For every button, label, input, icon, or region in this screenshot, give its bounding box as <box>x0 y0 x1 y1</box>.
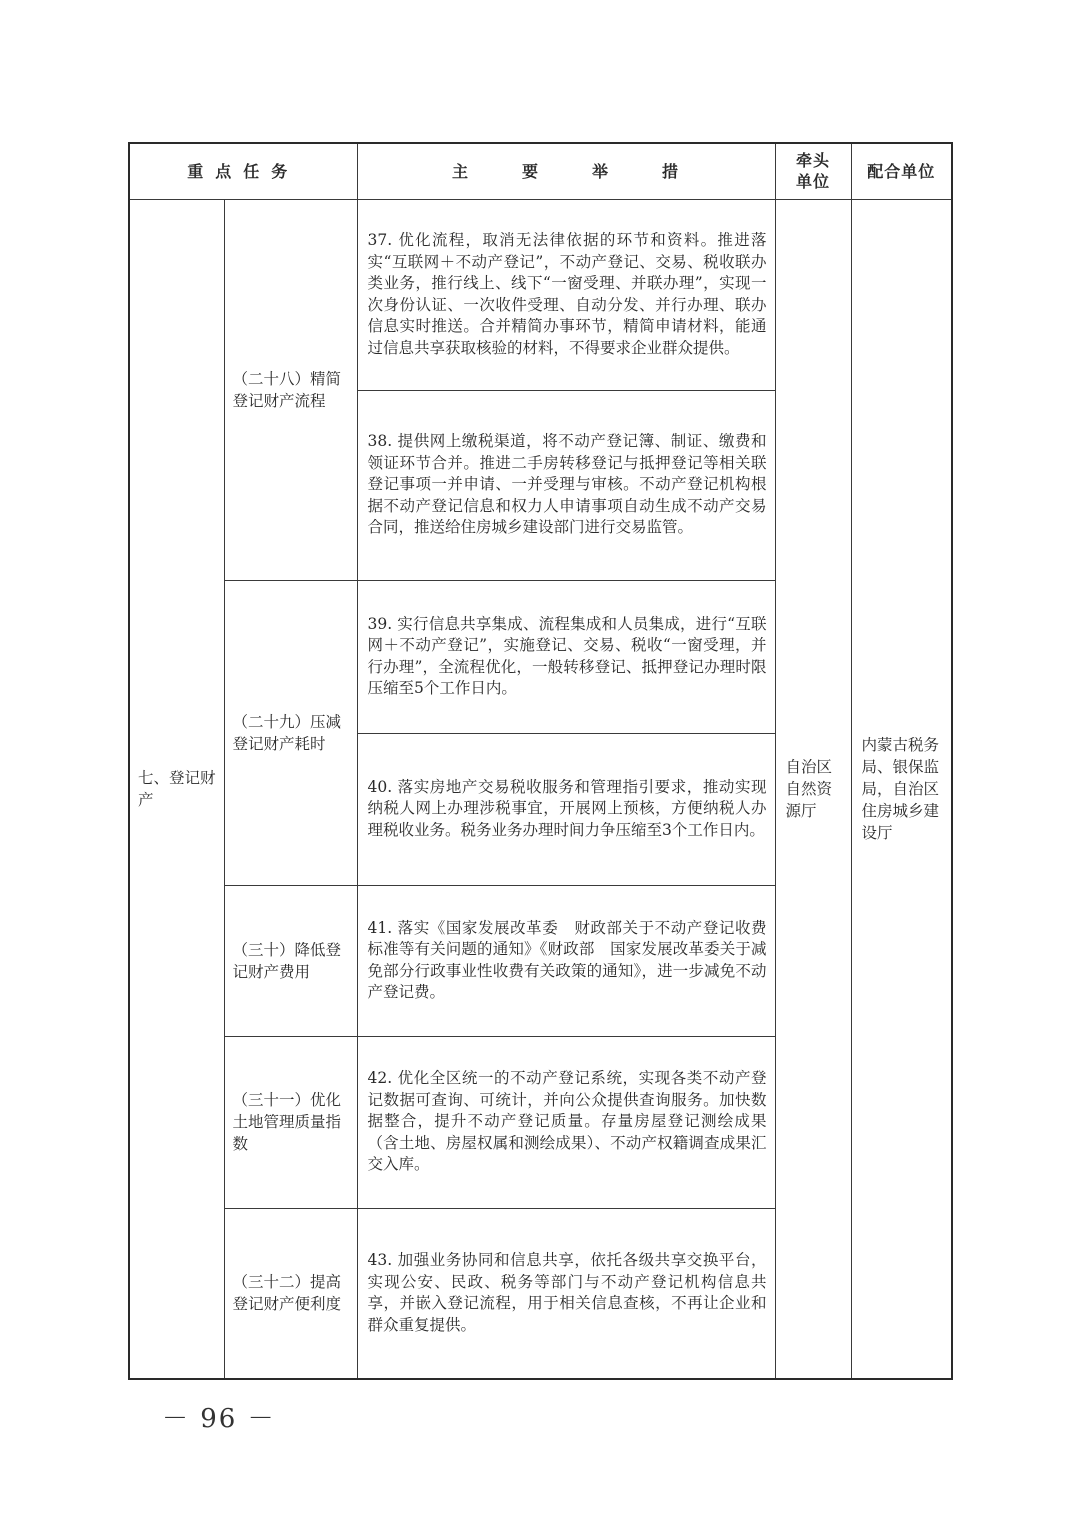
header-measure-char: 举 <box>592 161 611 181</box>
subtask-title: （三十二）提高登记财产便利度 <box>224 1208 357 1379</box>
header-lead-unit: 牵头单位 <box>775 143 851 199</box>
header-main-measures <box>357 143 775 199</box>
measure-text: 43. 加强业务协同和信息共享，依托各级共享交换平台，实现公安、民政、税务等部门与不动产登记机构信息共享，并嵌入登记流程，用于相关信息查核，不再让企业和群众重复提供。 <box>357 1208 775 1379</box>
measure-text: 38. 提供网上缴税渠道，将不动产登记簿、制证、缴费和领证环节合并。推进二手房转移登记与抵押登记等相关联登记事项一并申请、一并受理与审核。不动产登记机构根据不动产登记信息和权力人申请事项自动生成不动产交易合同，推送给住房城乡建设部门进行交易监管。 <box>357 390 775 580</box>
subtask-title: （三十一）优化土地管理质量指数 <box>224 1036 357 1208</box>
subtask-title: （二十九）压减登记财产耗时 <box>224 580 357 885</box>
subtask-title: （三十）降低登记财产费用 <box>224 885 357 1036</box>
measure-text: 42. 优化全区统一的不动产登记系统，实现各类不动产登记数据可查询、可统计，并向公众提供查询服务。加快数据整合，提升不动产登记质量。存量房屋登记测绘成果（含土地、房屋权属和测绘成果）、不动产权籍调查成果汇交入库。 <box>357 1036 775 1208</box>
table-header-row <box>129 143 952 199</box>
measure-text: 37. 优化流程，取消无法律依据的环节和资料。推进落实“互联网＋不动产登记”，不动产登记、交易、税收联办类业务，推行线上、线下“一窗受理、并联办理”，实现一次身份认证、一次收件受理、自动分发、并行办理、联办信息实时推送。合并精简办事环节，精简申请材料，能通过信息共享获取核验的材料，不得要求企业群众提供。 <box>357 199 775 390</box>
header-measure-char: 主 <box>451 161 470 181</box>
measure-text: 39. 实行信息共享集成、流程集成和人员集成，进行“互联网＋不动产登记”，实施登记、交易、税收“一窗受理，并行办理”，全流程优化，一般转移登记、抵押登记办理时限压缩至5个工作日内。 <box>357 580 775 733</box>
measure-text: 40. 落实房地产交易税收服务和管理指引要求，推动实现纳税人网上办理涉税事宜，开展网上预核，方便纳税人办理税收业务。税务业务办理时间力争压缩至3个工作日内。 <box>357 733 775 885</box>
subtask-title: （二十八）精简登记财产流程 <box>224 199 357 580</box>
tasks-table <box>128 142 953 1380</box>
measure-text: 41. 落实《国家发展改革委 财政部关于不动产登记收费标准等有关问题的通知》《财政部 国家发展改革委关于减免部分行政事业性收费有关政策的通知》，进一步减免不动产登记费。 <box>357 885 775 1036</box>
category-cell: 七、登记财产 <box>129 199 224 1379</box>
page-number: － 96 － <box>162 1404 276 1434</box>
table-row <box>129 199 952 390</box>
lead-unit-cell: 自治区自然资源厅 <box>775 199 851 1379</box>
header-key-task: 重点任务 <box>129 143 357 199</box>
header-measure-char: 要 <box>522 161 541 181</box>
header-coop-unit: 配合单位 <box>851 143 952 199</box>
coop-unit-cell: 内蒙古税务局、银保监局，自治区住房城乡建设厅 <box>851 199 952 1379</box>
header-measure-char: 措 <box>662 161 681 181</box>
